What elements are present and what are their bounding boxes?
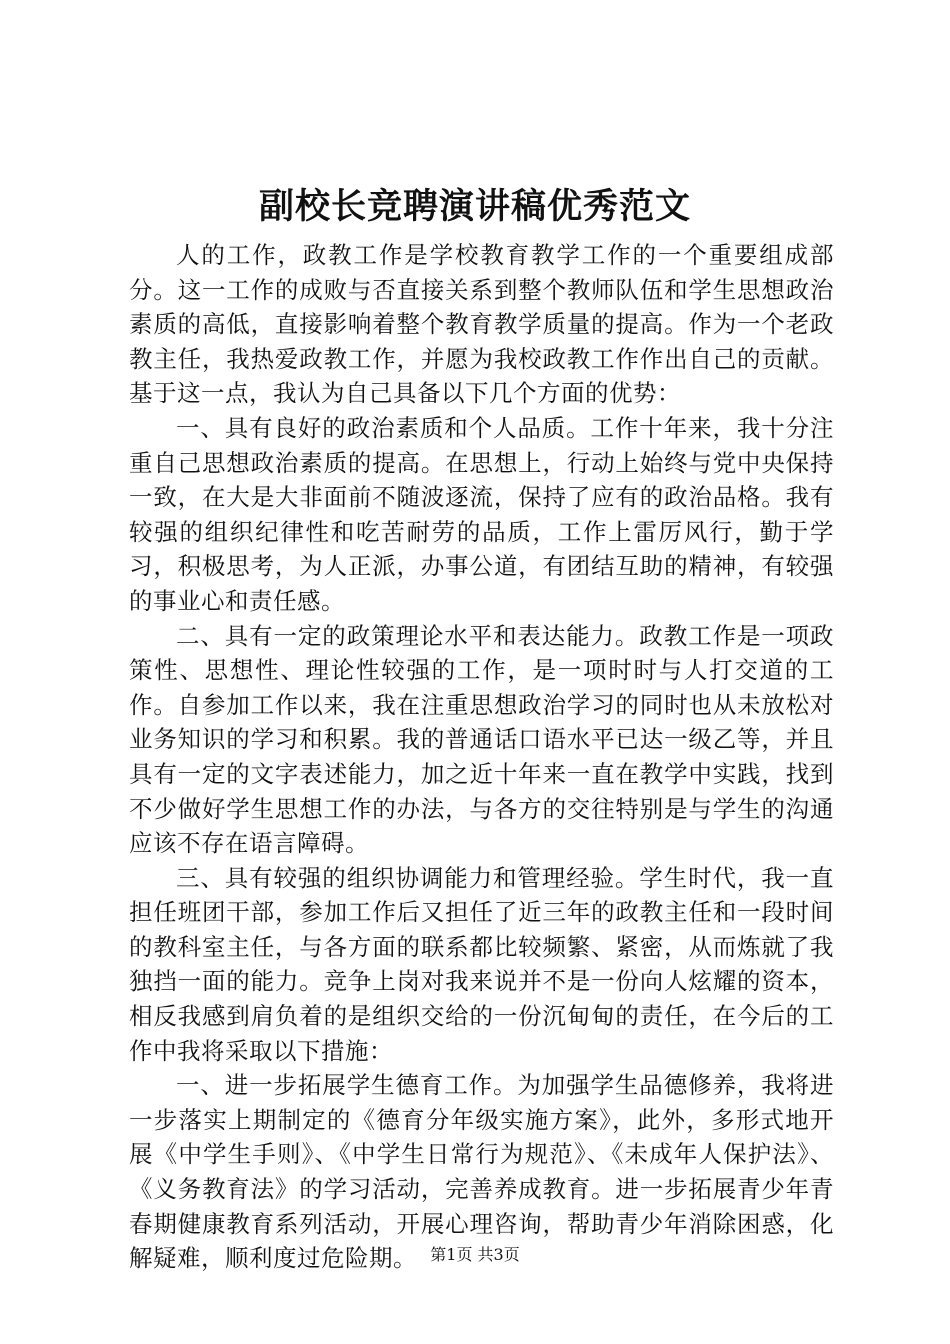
page-number-footer: 第1页 共3页	[430, 1245, 520, 1264]
paragraph-advantage-1: 一、具有良好的政治素质和个人品质。工作十年来，我十分注重自己思想政治素质的提高。在思想上，行动上始终与党中央保持一致，在大是大非面前不随波逐流，保持了应有的政治品格。我有较强的组织纪律性和吃苦耐劳的品质，工作上雷厉风行，勤于学习，积极思考，为人正派，办事公道，有团结互助的精神，有较强的事业心和责任感。	[129, 413, 834, 615]
document-body	[129, 238, 834, 1276]
document-title: 副校长竞聘演讲稿优秀范文	[258, 186, 691, 227]
paragraph-advantage-2: 二、具有一定的政策理论水平和表达能力。政教工作是一项政策性、思想性、理论性较强的工作，是一项时时与人打交道的工作。自参加工作以来，我在注重思想政治学习的同时也从未放松对业务知识的学习和积累。我的普通话口语水平已达一级乙等，并且具有一定的文字表述能力，加之近十年来一直在教学中实践，找到不少做好学生思想工作的办法，与各方的交往特别是与学生的沟通应该不存在语言障碍。	[129, 621, 834, 858]
paragraph-intro: 人的工作，政教工作是学校教育教学工作的一个重要组成部分。这一工作的成败与否直接关系到整个教师队伍和学生思想政治素质的高低，直接影响着整个教育教学质量的提高。作为一个老政教主任，我热爱政教工作，并愿为我校政教工作作出自己的贡献。基于这一点，我认为自己具备以下几个方面的优势：	[129, 241, 834, 408]
paragraph-measure-1: 一、进一步拓展学生德育工作。为加强学生品德修养，我将进一步落实上期制定的《德育分年级实施方案》，此外，多形式地开展《中学生手则》、《中学生日常行为规范》、《未成年人保护法》、《义务教育法》的学习活动，完善养成教育。进一步拓展青少年青春期健康教育系列活动，开展心理咨询，帮助青少年消除困惑，化解疑难，顺利度过危险期。	[129, 1071, 834, 1273]
paragraph-advantage-3: 三、具有较强的组织协调能力和管理经验。学生时代，我一直担任班团干部，参加工作后又担任了近三年的政教主任和一段时间的教科室主任，与各方面的联系都比较频繁、紧密，从而炼就了我独挡一面的能力。竞争上岗对我来说并不是一份向人炫耀的资本，相反我感到肩负着的是组织交给的一份沉甸甸的责任，在今后的工作中我将采取以下措施：	[129, 863, 834, 1065]
